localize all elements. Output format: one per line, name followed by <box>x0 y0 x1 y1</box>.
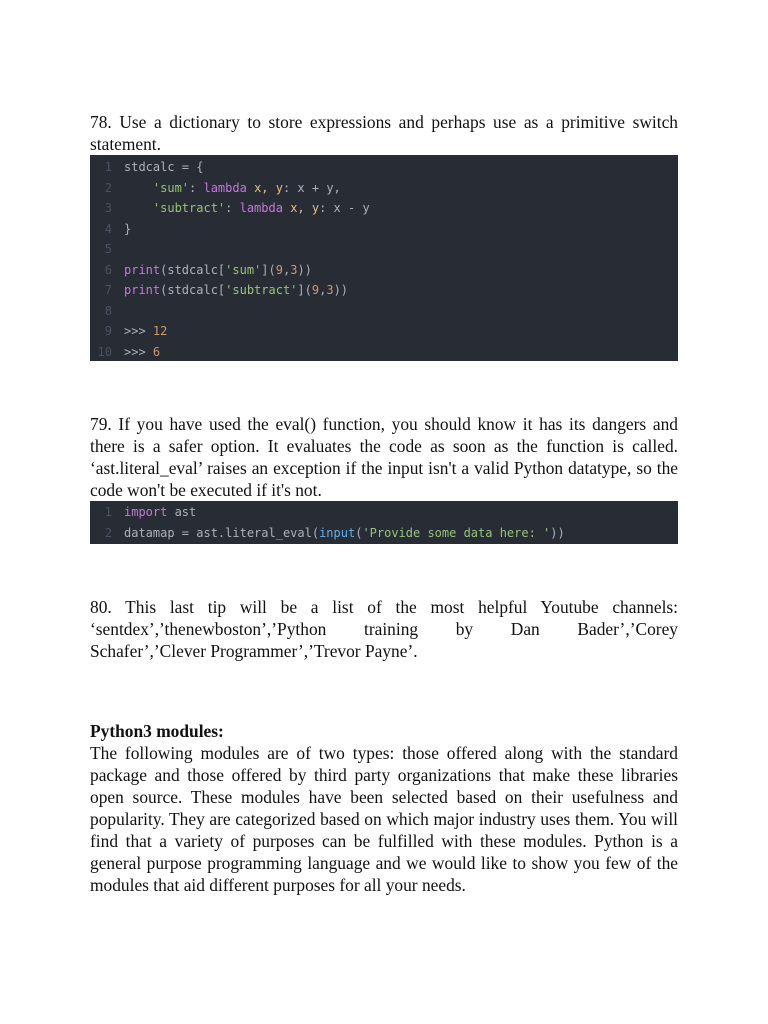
code-string: 'Provide some data here: ' <box>362 525 551 540</box>
code-line-4 <box>90 219 678 240</box>
line-number: 2 <box>104 180 112 195</box>
tip-80-line-2 <box>90 618 678 640</box>
code-line-1 <box>90 157 678 178</box>
code-line-6 <box>90 260 678 281</box>
line-number: 1 <box>104 160 112 175</box>
line-number: 9 <box>104 324 112 339</box>
code-text: )) <box>297 262 312 277</box>
code-line-1 <box>90 502 678 523</box>
channel-word: Dan <box>510 619 540 639</box>
section-body: The following modules are of two types: those offered along with the standard package and those offered by third party organizations that make these libraries open source. These modules have been selected based on their usefulness and popularity. They are categorized based on which major industry uses them. You will find that a variety of purposes can be fulfilled with these modules. Python is a general purpose programming language and we would like to show you few of the modules that aid different purposes for all your needs. <box>90 743 678 895</box>
code-line-10 <box>90 342 678 362</box>
code-args: x, y <box>282 201 320 216</box>
code-number: 9 <box>275 262 283 277</box>
code-number: 3 <box>326 283 334 298</box>
line-number: 5 <box>104 242 112 257</box>
code-string: 'sum' <box>225 262 262 277</box>
code-line-7 <box>90 280 678 301</box>
code-text: ]( <box>297 283 312 298</box>
spacer <box>90 361 678 413</box>
code-line-8 <box>90 301 678 322</box>
code-function: input <box>319 525 356 540</box>
channel-word: training <box>364 619 419 639</box>
tip-78-text: 78. Use a dictionary to store expressions and perhaps use as a primitive switch statement. <box>90 112 678 154</box>
code-text: : x + y, <box>282 180 341 195</box>
code-line-3 <box>90 198 678 219</box>
line-number: 7 <box>104 283 112 298</box>
section-heading: Python3 modules: <box>90 721 224 741</box>
code-string: 'subtract' <box>225 283 298 298</box>
code-line-9 <box>90 321 678 342</box>
code-prompt: >>> <box>124 324 153 339</box>
code-args: x, y <box>246 180 283 195</box>
tip-80-text <box>90 596 678 662</box>
code-text: , <box>319 283 327 298</box>
code-block-literal-eval <box>90 501 678 544</box>
line-number: 8 <box>104 303 112 318</box>
code-text: (stdcalc[ <box>160 262 226 277</box>
code-text: : x - y <box>319 201 370 216</box>
code-line-2 <box>90 523 678 544</box>
line-number: 4 <box>104 221 112 236</box>
line-number: 2 <box>104 525 112 540</box>
channel-word: by <box>455 619 474 639</box>
code-text: datamap = ast.literal_eval( <box>124 525 320 540</box>
code-text: : <box>189 180 204 195</box>
code-text: , <box>282 262 291 277</box>
code-keyword: import <box>124 505 168 520</box>
channel-word: Bader’,’Corey <box>577 619 678 639</box>
code-text: ( <box>355 525 363 540</box>
code-text: )) <box>333 283 349 298</box>
code-text: )) <box>550 525 565 540</box>
spacer <box>90 662 678 720</box>
tip-80-line-1 <box>90 596 678 618</box>
code-block-dictionary-switch <box>90 155 678 361</box>
line-number: 10 <box>97 344 112 359</box>
code-text: ast <box>167 505 197 520</box>
code-keyword: lambda <box>239 201 283 216</box>
code-function: print <box>124 283 161 298</box>
spacer <box>90 544 678 596</box>
code-function: print <box>124 262 161 277</box>
code-string: 'sum' <box>152 180 190 195</box>
code-number: 9 <box>311 283 320 298</box>
document-page <box>90 111 678 896</box>
tip-80-line-1-text: 80. This last tip will be a list of the most helpful Youtube channels: <box>90 597 678 617</box>
code-number: 3 <box>290 262 298 277</box>
code-output: 12 <box>152 324 168 339</box>
line-number: 3 <box>104 201 112 216</box>
code-output: 6 <box>152 344 161 359</box>
code-text: } <box>124 221 132 236</box>
line-number: 1 <box>104 505 112 520</box>
channel-word: ‘sentdex’,’thenewboston’,’Python <box>90 619 327 639</box>
code-text: ]( <box>261 262 276 277</box>
code-line-2 <box>90 178 678 199</box>
tip-79-text: 79. If you have used the eval() function, you should know it has its dangers and there is a safer option. It evaluates the code as soon as the function is called. ‘ast.literal_eval’ raises an exception if the input isn't a valid Python datatype, so the code won't be executed if it's not. <box>90 414 678 500</box>
code-line-5 <box>90 239 678 260</box>
code-text: (stdcalc[ <box>160 283 226 298</box>
tip-80-line-3: Schafer’,’Clever Programmer’,’Trevor Payne’. <box>90 641 418 661</box>
code-prompt: >>> <box>124 344 153 359</box>
code-indent <box>124 177 153 199</box>
code-text: stdcalc = { <box>124 160 204 175</box>
code-text: : <box>225 201 240 216</box>
code-indent <box>124 197 153 219</box>
code-keyword: lambda <box>203 180 247 195</box>
line-number: 6 <box>104 262 112 277</box>
code-string: 'subtract' <box>152 201 226 216</box>
